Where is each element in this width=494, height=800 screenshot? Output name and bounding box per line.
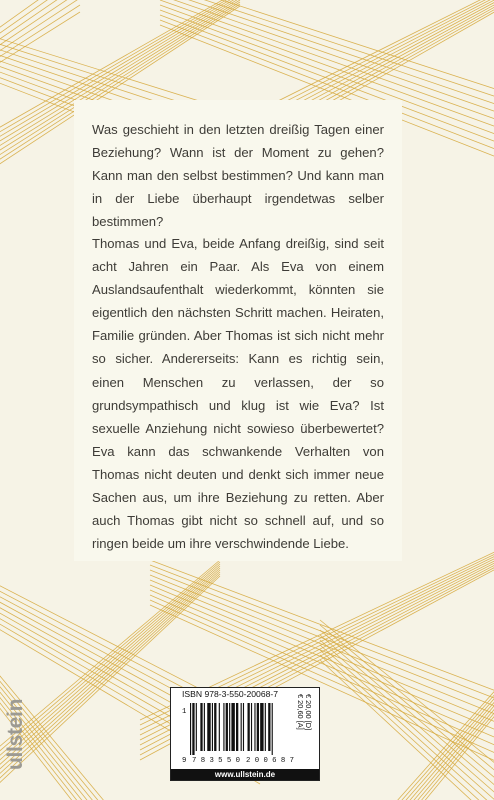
barcode-bar — [200, 703, 202, 751]
blurb-paragraph-1: Was geschieht in den letzten dreißig Tagen einer Beziehung? Wann ist der Moment zu gehen? Kann man den selbst bestimmen? Und kann man in der Liebe überhaupt irgendetwas selber bestimmen? — [92, 122, 384, 230]
pattern-line — [320, 645, 494, 800]
barcode-bar — [223, 703, 224, 751]
barcode-digits-left: 783550 — [192, 757, 240, 764]
barcode-bar — [248, 703, 250, 751]
barcode-box — [170, 687, 320, 781]
pattern-line — [320, 655, 494, 800]
barcode-bar — [190, 703, 191, 755]
barcode-bar — [272, 703, 273, 755]
barcode-bar — [241, 703, 242, 751]
price-at: € 20,60 [A] — [296, 694, 305, 730]
barcode-bar — [243, 703, 244, 751]
barcode-bar — [231, 703, 234, 751]
barcode-bar — [254, 703, 255, 751]
isbn-label: ISBN 978-3-550-20068-7 — [182, 689, 279, 699]
barcode-bar — [265, 703, 266, 751]
barcode-bar — [251, 703, 252, 751]
barcode-bar — [196, 703, 197, 751]
blurb-paragraph-2: Thomas und Eva, beide Anfang dreißig, sind seit acht Jahren ein Paar. Als Eva von einem Auslandsaufenthalt wiederkommt, könnten sie eigentlich den nächsten Schritt machen. Heiraten, Familie gründen. Aber Thomas ist sich nicht mehr so sicher. Andererseits: Kann es richtig sein, einen Menschen zu verlassen, der so grundsympathisch und klug ist wie Eva? Ist sexuelle Anziehung nicht sowieso überbewertet? Eva kann das schwankende Verhalten von Thomas nicht deuten und denkt sich immer neue Sachen aus, um ihre Beziehung zu retten. Aber auch Thomas gibt nicht so schnell auf, und so ringen beide um ihre verschwindende Liebe. — [92, 236, 384, 552]
pattern-line — [0, 0, 80, 80]
pattern-line — [320, 635, 494, 800]
barcode-digit-first: 9 — [182, 757, 187, 764]
barcode-bar — [226, 703, 228, 751]
barcode — [182, 701, 308, 764]
pattern-line — [320, 630, 494, 800]
barcode-bar — [204, 703, 205, 751]
barcode-bar — [207, 703, 210, 751]
price-de: € 20,00 [D] — [304, 694, 313, 731]
barcode-bar — [219, 703, 220, 751]
barcode-bar — [212, 703, 213, 751]
pattern-line — [320, 625, 494, 800]
barcode-bar — [257, 703, 259, 751]
barcode-bar — [214, 703, 216, 751]
pattern-line — [320, 660, 494, 800]
publisher-website: www.ullstein.de — [171, 769, 319, 780]
publisher-logo: ullstein — [4, 698, 27, 770]
barcode-bar — [229, 703, 230, 751]
barcode-bar — [192, 703, 194, 755]
barcode-bar — [236, 703, 238, 751]
price-label — [296, 694, 312, 730]
barcode-bar — [260, 703, 263, 751]
barcode-bar — [268, 703, 270, 751]
barcode-digit-upper: 1 — [182, 708, 187, 716]
barcode-digits-right: 200687 — [246, 757, 294, 764]
pattern-line — [150, 560, 494, 700]
